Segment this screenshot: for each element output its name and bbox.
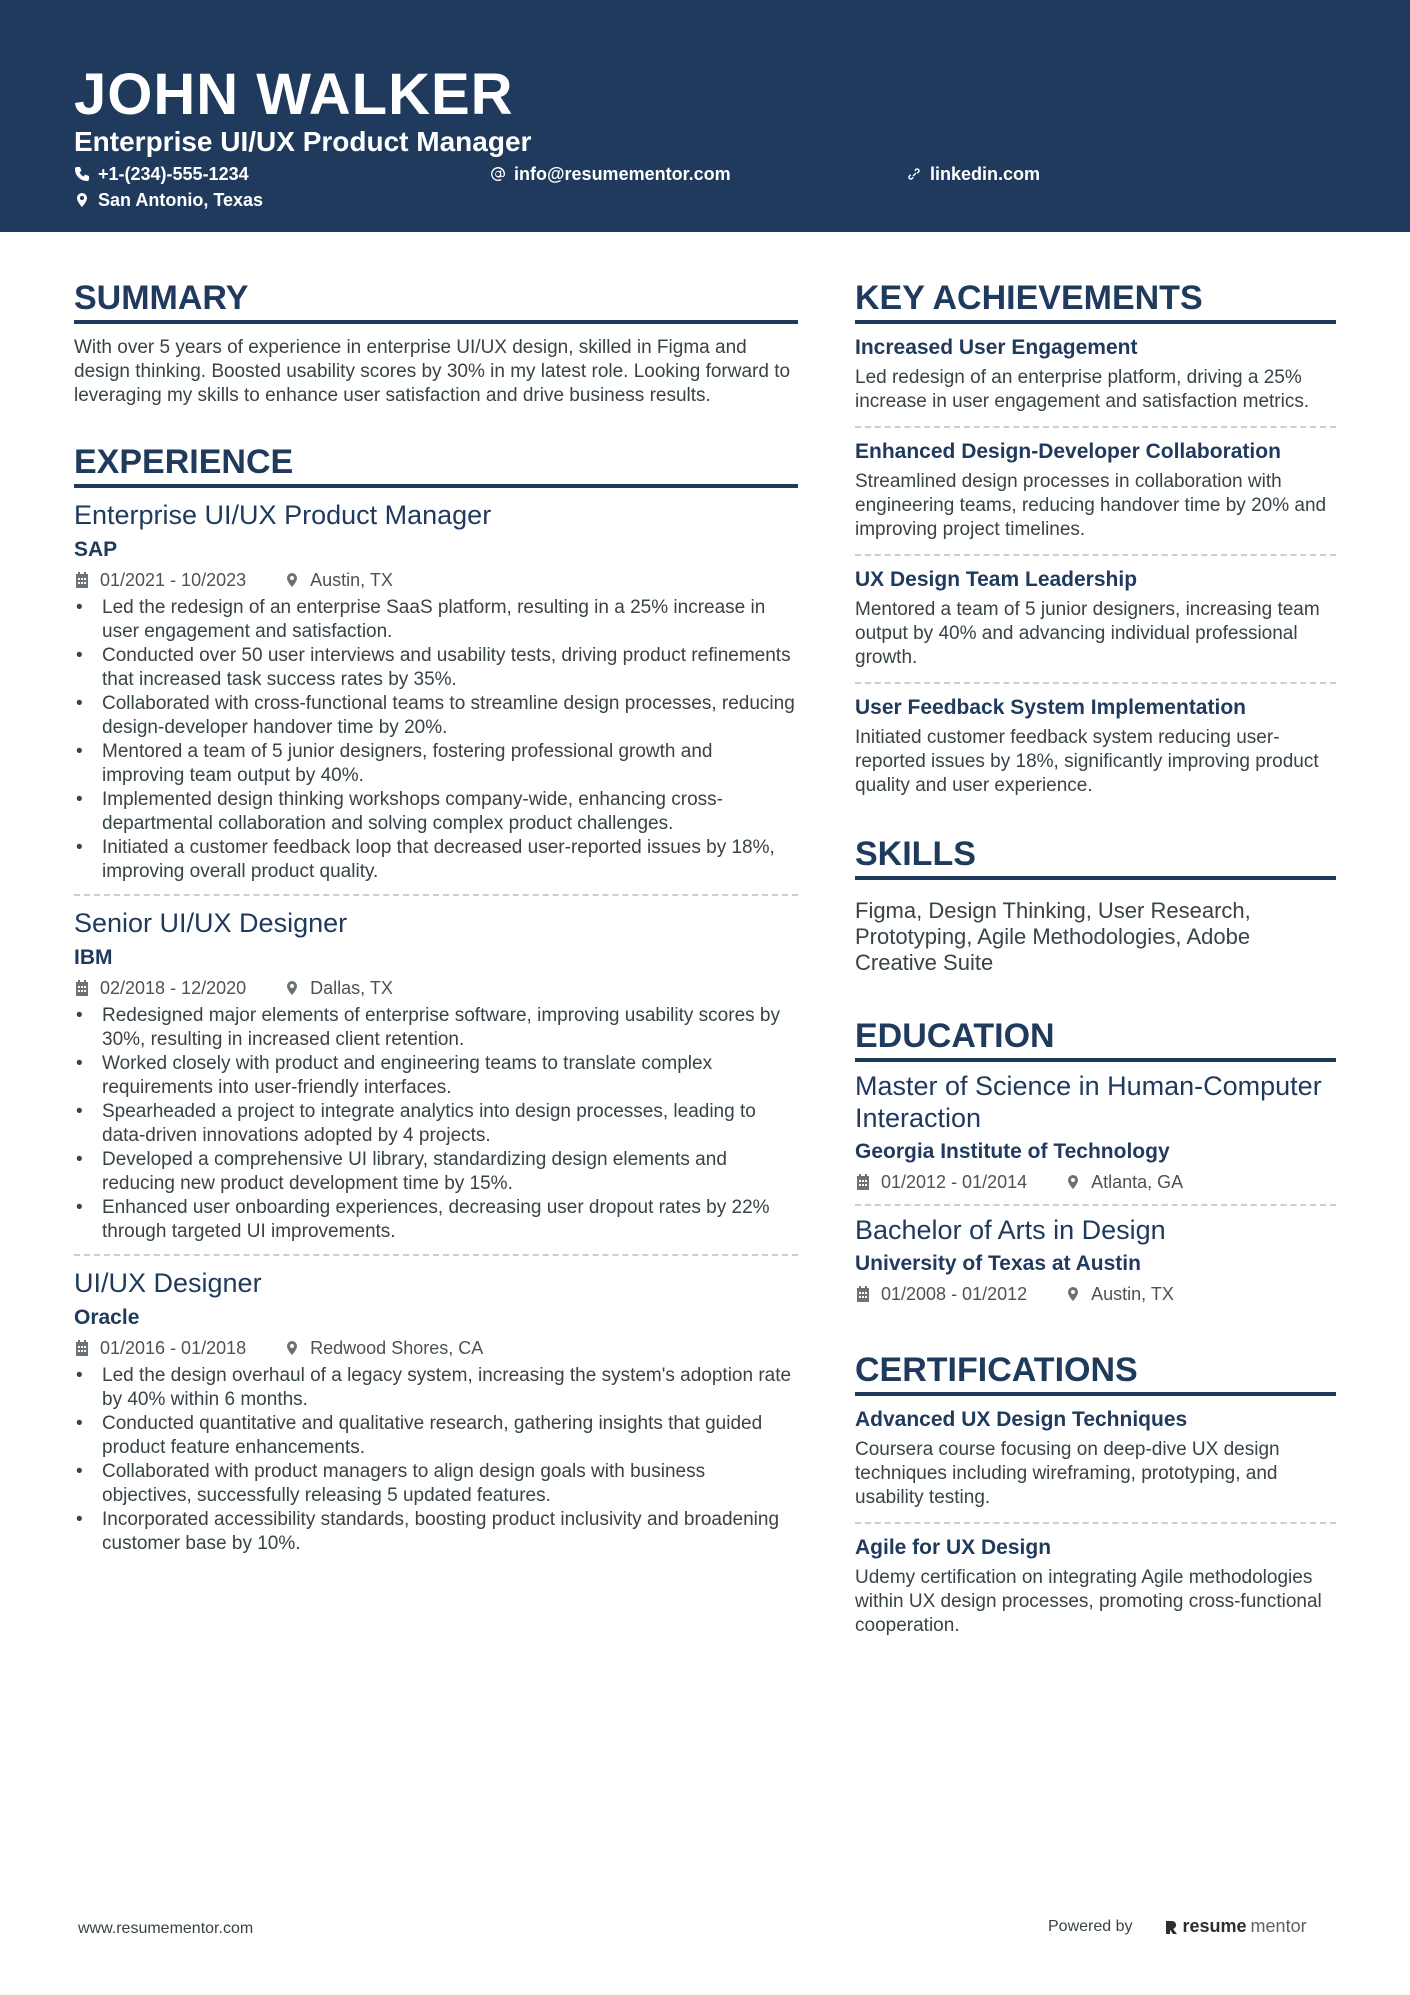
job-bullet: • Redesigned major elements of enterprise software, improving usability scores by 30%, resulting in increased client retention. (74, 1004, 798, 1052)
achievements-heading: KEY ACHIEVEMENTS (855, 278, 1336, 324)
achievements-section (855, 278, 1336, 810)
linkedin-text[interactable]: linkedin.com (930, 164, 1041, 184)
job-entry (74, 488, 798, 894)
education-degree: Bachelor of Arts in Design (855, 1215, 1166, 1245)
achievement-item (855, 324, 1336, 426)
job-bullet: • Collaborated with cross-functional teams to streamline design processes, reducing design-developer handover time by 20%. (74, 692, 798, 740)
skills-text: Figma, Design Thinking, User Research, Prototyping, Agile Methodologies, Adobe Creative Suite (855, 898, 1251, 975)
job-bullet: • Developed a comprehensive UI library, standardizing design elements and reducing new product development time by 15%. (74, 1148, 798, 1196)
achievement-title: Increased User Engagement (855, 336, 1138, 359)
location-text: San Antonio, Texas (98, 190, 264, 210)
job-company: IBM (74, 946, 113, 969)
achievement-title: Enhanced Design-Developer Collaboration (855, 440, 1281, 463)
job-bullet: • Conducted quantitative and qualitative research, gathering insights that guided product feature enhancements. (74, 1412, 798, 1460)
education-meta (855, 1170, 1336, 1194)
education-meta (855, 1282, 1336, 1306)
achievement-item (855, 426, 1336, 554)
job-location: Redwood Shores, CA (310, 1338, 484, 1358)
job-entry (74, 1254, 798, 1566)
job-bullet: • Collaborated with product managers to align design goals with business objectives, successfully releasing 5 updated features. (74, 1460, 798, 1508)
education-location: Austin, TX (1091, 1284, 1174, 1304)
job-title: Senior UI/UX Designer (74, 908, 348, 938)
at-icon (490, 166, 506, 182)
job-bullet: • Conducted over 50 user interviews and usability tests, driving product refinements that increased task success rates by 35%. (74, 644, 798, 692)
footer-website[interactable]: www.resumementor.com (78, 1920, 254, 1937)
job-entry (74, 894, 798, 1254)
experience-heading: EXPERIENCE (74, 442, 798, 488)
job-bullet: • Incorporated accessibility standards, boosting product inclusivity and broadening customer base by 10%. (74, 1508, 798, 1556)
job-meta (74, 976, 798, 1000)
email-text[interactable]: info@resumementor.com (514, 164, 731, 184)
education-school: University of Texas at Austin (855, 1252, 1141, 1275)
brand-name-light: mentor (1250, 1916, 1307, 1936)
job-location: Austin, TX (310, 570, 393, 590)
achievement-desc: Mentored a team of 5 junior designers, increasing team output by 40% and advancing individual professional growth. (855, 599, 1320, 668)
job-bullet: • Mentored a team of 5 junior designers, fostering professional growth and improving team output by 40%. (74, 740, 798, 788)
job-bullet: • Led the design overhaul of a legacy system, increasing the system's adoption rate by 40% within 6 months. (74, 1364, 798, 1412)
achievement-desc: Initiated customer feedback system reducing user-reported issues by 18%, significantly improving product quality and user experience. (855, 727, 1319, 796)
achievement-desc: Streamlined design processes in collaboration with engineering teams, reducing handover time by 20% and improving project timelines. (855, 471, 1327, 540)
location-icon (1065, 1174, 1081, 1190)
skills-heading: SKILLS (855, 834, 1336, 880)
job-dates: 01/2016 - 01/2018 (100, 1338, 247, 1358)
certifications-heading: CERTIFICATIONS (855, 1350, 1336, 1396)
certification-title: Agile for UX Design (855, 1536, 1052, 1559)
job-bullets (74, 1364, 798, 1556)
job-dates: 02/2018 - 12/2020 (100, 978, 247, 998)
achievement-title: UX Design Team Leadership (855, 568, 1138, 591)
powered-by-text: Powered by (1048, 1917, 1133, 1935)
location-icon (284, 1340, 300, 1356)
brand-mark-icon (1163, 1919, 1179, 1935)
contact-email[interactable] (490, 162, 731, 186)
location-icon (74, 192, 90, 208)
achievement-desc: Led redesign of an enterprise platform, driving a 25% increase in user engagement and satisfaction metrics. (855, 367, 1310, 412)
job-location: Dallas, TX (310, 978, 393, 998)
education-heading: EDUCATION (855, 1016, 1336, 1062)
location-icon (1065, 1286, 1081, 1302)
education-degree: Master of Science in Human-Computer Interaction (855, 1071, 1322, 1133)
calendar-icon (74, 1340, 90, 1356)
education-dates: 01/2012 - 01/2014 (881, 1172, 1028, 1192)
job-bullet: • Initiated a customer feedback loop that decreased user-reported issues by 18%, improving overall product quality. (74, 836, 798, 884)
skills-section (855, 834, 1336, 976)
education-school: Georgia Institute of Technology (855, 1140, 1170, 1163)
brand-logo[interactable] (1163, 1916, 1307, 1937)
calendar-icon (74, 980, 90, 996)
job-bullets (74, 596, 798, 884)
footer-branding (1048, 1916, 1307, 1937)
candidate-name: JOHN WALKER (74, 62, 514, 127)
job-title: Enterprise UI/UX Product Manager (74, 500, 492, 530)
calendar-icon (855, 1286, 871, 1302)
certifications-section (855, 1350, 1336, 1650)
certification-title: Advanced UX Design Techniques (855, 1408, 1188, 1431)
summary-section (74, 278, 798, 408)
calendar-icon (855, 1174, 871, 1190)
certification-desc: Udemy certification on integrating Agile methodologies within UX design processes, promoting cross-functional cooperation. (855, 1567, 1322, 1636)
job-company: Oracle (74, 1306, 140, 1329)
contact-linkedin[interactable] (906, 162, 1040, 186)
resume-header (0, 0, 1410, 232)
contact-location (74, 188, 263, 212)
achievement-title: User Feedback System Implementation (855, 696, 1246, 719)
job-bullet: • Enhanced user onboarding experiences, decreasing user dropout rates by 22% through targeted UI improvements. (74, 1196, 798, 1244)
job-meta (74, 568, 798, 592)
education-location: Atlanta, GA (1091, 1172, 1184, 1192)
certification-item (855, 1396, 1336, 1522)
experience-section (74, 442, 798, 1566)
link-icon (906, 166, 922, 182)
candidate-title: Enterprise UI/UX Product Manager (74, 126, 532, 157)
job-bullet: • Spearheaded a project to integrate analytics into design processes, leading to data-driven innovations adopted by 4 projects. (74, 1100, 798, 1148)
summary-heading: SUMMARY (74, 278, 798, 324)
phone-icon (74, 166, 90, 182)
summary-text: With over 5 years of experience in enterprise UI/UX design, skilled in Figma and design thinking. Boosted usability scores by 30% in my latest role. Looking forward to leveraging my skills to enhance user satisfaction and drive business results. (74, 337, 791, 406)
education-item (855, 1062, 1336, 1204)
right-column (855, 278, 1336, 1650)
job-bullet: • Implemented design thinking workshops company-wide, enhancing cross-departmental collaboration and solving complex product challenges. (74, 788, 798, 836)
job-company: SAP (74, 538, 118, 561)
job-title: UI/UX Designer (74, 1268, 262, 1298)
location-icon (284, 572, 300, 588)
left-column (74, 278, 798, 1566)
certification-desc: Coursera course focusing on deep-dive UX design techniques including wireframing, prototyping, and usability testing. (855, 1439, 1280, 1508)
phone-text: +1-(234)-555-1234 (98, 164, 249, 184)
calendar-icon (74, 572, 90, 588)
job-bullets (74, 1004, 798, 1244)
location-icon (284, 980, 300, 996)
certification-item (855, 1522, 1336, 1650)
job-dates: 01/2021 - 10/2023 (100, 570, 247, 590)
achievement-item (855, 554, 1336, 682)
contact-phone (74, 162, 249, 186)
achievement-item (855, 682, 1336, 810)
education-dates: 01/2008 - 01/2012 (881, 1284, 1028, 1304)
job-meta (74, 1336, 798, 1360)
education-section (855, 1016, 1336, 1316)
education-item (855, 1204, 1336, 1316)
job-bullet: • Led the redesign of an enterprise SaaS platform, resulting in a 25% increase in user engagement and satisfaction. (74, 596, 798, 644)
job-bullet: • Worked closely with product and engineering teams to translate complex requirements into user-friendly interfaces. (74, 1052, 798, 1100)
brand-name-bold: resume (1182, 1916, 1247, 1936)
